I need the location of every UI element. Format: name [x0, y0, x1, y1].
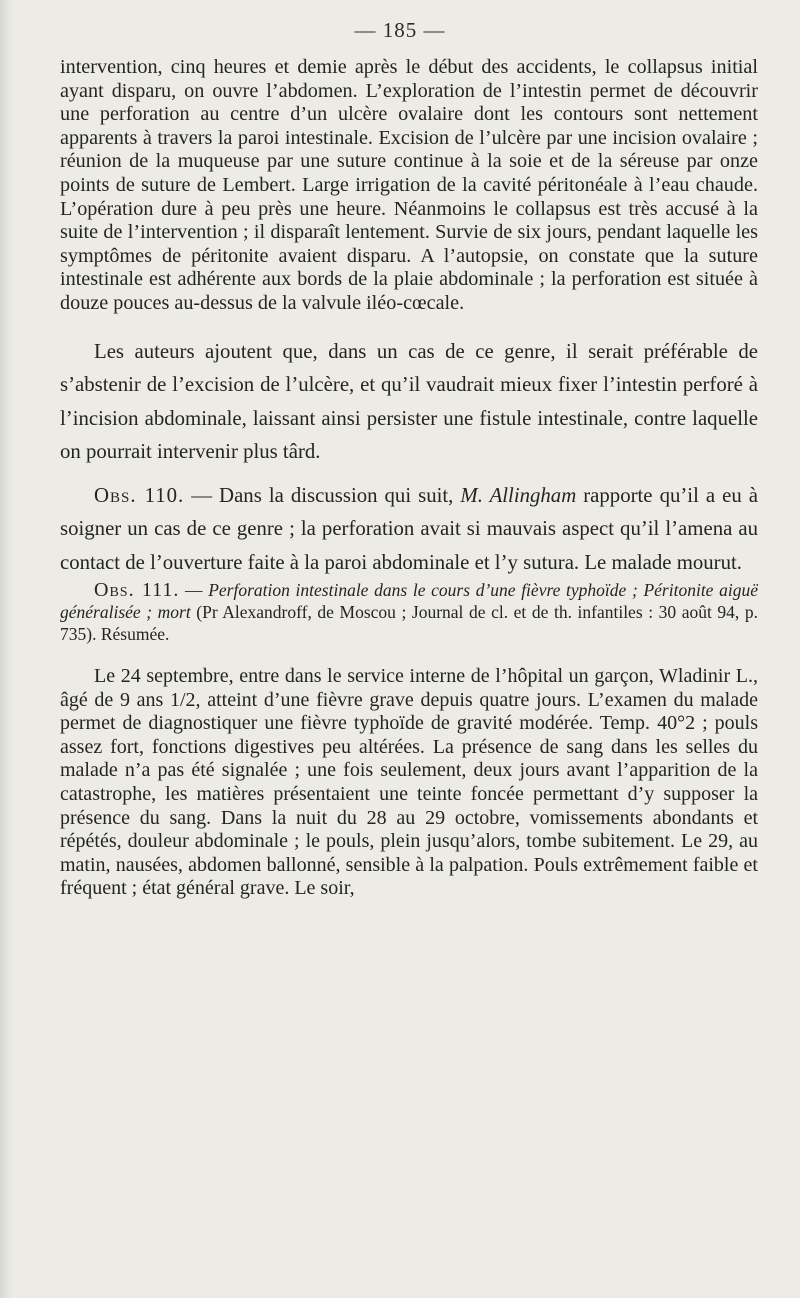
paragraph-intervention: intervention, cinq heures et demie après le début des accidents, le collapsus initial ayant disparu, on ouvre l’abdomen. L’exploration de l’intestin permet de découvrir une perforation au centre d’un ulcère ovalaire dont les contours sont nettement apparents à travers la paroi intestinale. Excision de l’ulcère par une incision ovalaire ; réunion de la muqueuse par une suture continue à la soie et de la séreuse par onze points de suture de Lembert. Large irrigation de la cavité péritonéale à l’eau chaude. L’opération dure à peu près une heure. Néanmoins le collapsus est très accusé à la suite de l’intervention ; il disparaît lentement. Survie de six jours, pendant laquelle les symptômes de péritonite avaient disparu. A l’autopsie, on constate que la suture intestinale est adhérente aux bords de la plaie abdominale ; la perforation est située à douze pouces au-dessus de la valvule iléo-cœcale.: [60, 56, 758, 314]
observation-110-text-after: rapporte qu’il a eu à soigner un cas de ce genre ; la perforation avait si mauvais aspect qu’il l’amena au contact de l’ouverture faite à la paroi abdominale et l’y sutura. Le malade mourut.: [60, 483, 758, 574]
observation-110-text-before: — Dans la discussion qui suit,: [184, 483, 461, 507]
observation-111-heading: [60, 579, 758, 645]
observation-111-dash: —: [179, 580, 209, 601]
page-number: — 185 —: [354, 18, 446, 42]
observation-111-reference: (Pr Alexandroff, de Moscou ; Journal de cl. et de th. infantiles : 30 août 94, p. 735). Résumée.: [60, 602, 758, 645]
observation-110-label: Obs. 110.: [94, 483, 185, 507]
paragraph-case-history: Le 24 septembre, entre dans le service interne de l’hôpital un garçon, Wladinir L., âgé de 9 ans 1/2, atteint d’une fièvre grave depuis quatre jours. L’examen du malade permet de diagnostiquer une fièvre typhoïde de gravité modérée. Temp. 40°2 ; pouls assez fort, fonctions digestives peu altérées. La présence de sang dans les selles du malade n’a pas été signalée ; une fois seulement, deux jours avant l’apparition de la catastrophe, les matières présentaient une teinte foncée permettant d’y supposer la présence du sang. Dans la nuit du 28 au 29 octobre, vomissements abondants et répétés, douleur abdominale ; le pouls, plein jusqu’alors, tombe subitement. Le 29, au matin, nausées, abdomen ballonné, sensible à la palpation. Pouls extrêmement faible et fréquent ; état général grave. Le soir,: [60, 665, 758, 900]
observation-111-title: Perforation intestinale dans le cours d’une fièvre typhoïde ; Péritonite aiguë généralisée ; mort: [60, 580, 758, 623]
page-edge-shadow: [0, 0, 14, 1298]
paragraph-authors-note: Les auteurs ajoutent que, dans un cas de ce genre, il serait préférable de s’abstenir de l’excision de l’ulcère, et qu’il vaudrait mieux fixer l’intestin perforé à l’incision abdominale, laissant ainsi persister une fistule intestinale, contre laquelle on pourrait intervenir plus târd.: [60, 339, 758, 464]
observation-110-name: M. Allingham: [460, 483, 577, 507]
page-content: [60, 56, 758, 901]
paragraph-observation-110: [60, 479, 758, 580]
observation-111-label: Obs. 111.: [94, 579, 180, 602]
